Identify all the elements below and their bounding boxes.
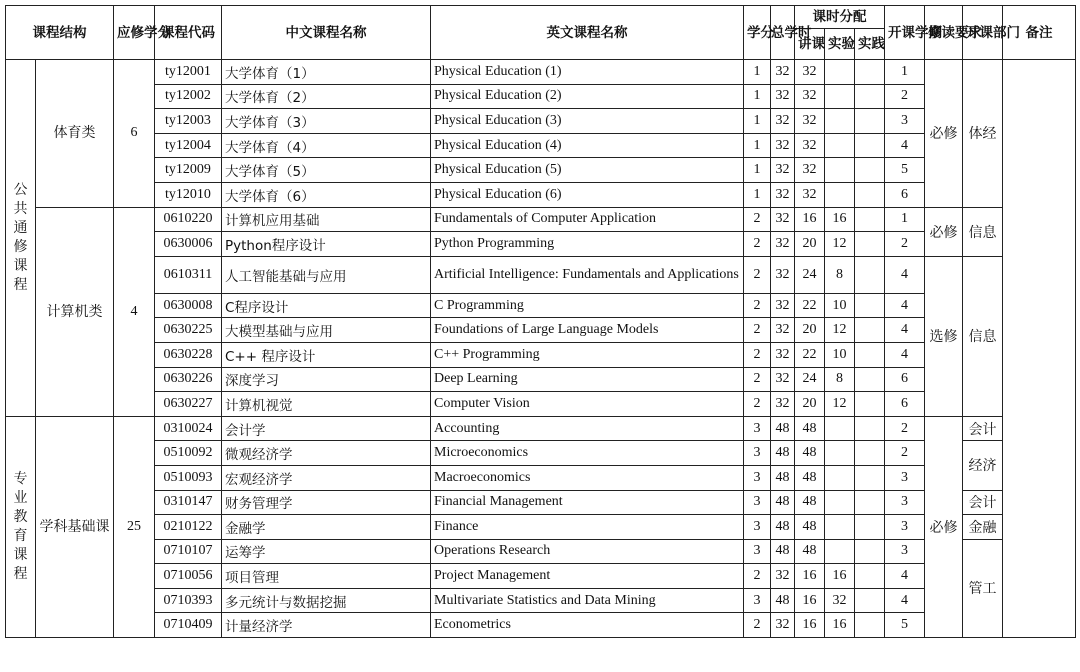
course-experiment <box>825 60 855 85</box>
course-en-name: Finance <box>431 515 744 540</box>
course-cn-name: 微观经济学 <box>222 441 431 466</box>
table-row <box>6 367 1076 392</box>
table-row <box>6 416 1076 441</box>
course-semester: 6 <box>885 367 925 392</box>
course-cn-name: Python程序设计 <box>222 232 431 257</box>
course-cn-name: C++ 程序设计 <box>222 342 431 367</box>
course-code: ty12001 <box>155 60 222 85</box>
course-experiment: 32 <box>825 588 855 613</box>
course-en-name: Macroeconomics <box>431 465 744 490</box>
header-hours-group: 课时分配 <box>795 6 885 29</box>
course-code: 0710056 <box>155 564 222 589</box>
course-credit: 3 <box>744 588 771 613</box>
course-credit: 2 <box>744 256 771 293</box>
course-semester: 4 <box>885 342 925 367</box>
course-credit: 1 <box>744 158 771 183</box>
table-row <box>6 342 1076 367</box>
course-code: 0210122 <box>155 515 222 540</box>
course-total-hours: 48 <box>771 465 795 490</box>
course-total-hours: 32 <box>771 158 795 183</box>
course-semester: 2 <box>885 84 925 109</box>
table-row <box>6 441 1076 466</box>
department-accounting-2: 会计 <box>963 490 1003 515</box>
curriculum-table <box>5 5 1076 638</box>
course-en-name: Operations Research <box>431 539 744 564</box>
table-row <box>6 232 1076 257</box>
course-practice <box>855 318 885 343</box>
course-practice <box>855 441 885 466</box>
course-code: ty12004 <box>155 133 222 158</box>
department-economics: 经济 <box>963 441 1003 490</box>
course-total-hours: 32 <box>771 293 795 318</box>
course-lecture: 48 <box>795 490 825 515</box>
course-credit: 2 <box>744 342 771 367</box>
course-semester: 3 <box>885 515 925 540</box>
course-credit: 3 <box>744 465 771 490</box>
course-credit: 1 <box>744 84 771 109</box>
course-total-hours: 32 <box>771 133 795 158</box>
group-professional: 专 业 教 育 课 程 <box>6 416 36 637</box>
course-en-name: Financial Management <box>431 490 744 515</box>
course-code: 0610311 <box>155 256 222 293</box>
course-lecture: 24 <box>795 256 825 293</box>
course-practice <box>855 392 885 417</box>
course-credit: 3 <box>744 515 771 540</box>
course-credit: 2 <box>744 232 771 257</box>
course-code: 0710393 <box>155 588 222 613</box>
course-lecture: 32 <box>795 182 825 207</box>
course-practice <box>855 367 885 392</box>
course-semester: 3 <box>885 539 925 564</box>
course-experiment: 16 <box>825 207 855 232</box>
course-practice <box>855 84 885 109</box>
course-semester: 4 <box>885 564 925 589</box>
course-total-hours: 32 <box>771 84 795 109</box>
course-practice <box>855 60 885 85</box>
course-experiment <box>825 441 855 466</box>
course-code: 0630225 <box>155 318 222 343</box>
course-semester: 4 <box>885 133 925 158</box>
course-code: 0710409 <box>155 613 222 638</box>
course-practice <box>855 539 885 564</box>
course-practice <box>855 232 885 257</box>
course-credit: 3 <box>744 441 771 466</box>
category-cs: 计算机类 <box>36 207 114 416</box>
table-row <box>6 318 1076 343</box>
course-en-name: Foundations of Large Language Models <box>431 318 744 343</box>
course-credit: 1 <box>744 133 771 158</box>
curriculum-table-container <box>5 5 1076 638</box>
course-lecture: 32 <box>795 84 825 109</box>
course-en-name: Computer Vision <box>431 392 744 417</box>
course-practice <box>855 588 885 613</box>
header-total-hours: 总学时 <box>771 6 795 60</box>
course-practice <box>855 109 885 134</box>
department-cs-required: 信息 <box>963 207 1003 256</box>
table-row <box>6 392 1076 417</box>
course-lecture: 16 <box>795 207 825 232</box>
course-lecture: 48 <box>795 441 825 466</box>
table-row <box>6 465 1076 490</box>
course-semester: 4 <box>885 588 925 613</box>
course-lecture: 20 <box>795 232 825 257</box>
course-semester: 2 <box>885 441 925 466</box>
course-cn-name: 项目管理 <box>222 564 431 589</box>
course-cn-name: 大学体育（1） <box>222 60 431 85</box>
course-en-name: Python Programming <box>431 232 744 257</box>
header-semester: 开课学期 <box>885 6 925 60</box>
course-cn-name: 大学体育（6） <box>222 182 431 207</box>
course-credit: 3 <box>744 416 771 441</box>
course-total-hours: 48 <box>771 539 795 564</box>
header-cn-name: 中文课程名称 <box>222 6 431 60</box>
course-practice <box>855 416 885 441</box>
course-total-hours: 32 <box>771 318 795 343</box>
course-en-name: Microeconomics <box>431 441 744 466</box>
course-lecture: 22 <box>795 342 825 367</box>
course-cn-name: 计量经济学 <box>222 613 431 638</box>
course-total-hours: 32 <box>771 109 795 134</box>
course-experiment: 10 <box>825 342 855 367</box>
course-semester: 3 <box>885 465 925 490</box>
department-pe: 体经 <box>963 60 1003 208</box>
header-department: 开课部门 <box>963 6 1003 60</box>
table-header <box>6 6 1076 60</box>
course-code: 0610220 <box>155 207 222 232</box>
course-code: 0630227 <box>155 392 222 417</box>
course-total-hours: 32 <box>771 367 795 392</box>
course-experiment: 16 <box>825 564 855 589</box>
course-experiment <box>825 182 855 207</box>
course-practice <box>855 182 885 207</box>
course-practice <box>855 256 885 293</box>
course-credit: 3 <box>744 539 771 564</box>
table-row <box>6 539 1076 564</box>
table-row <box>6 490 1076 515</box>
course-en-name: Project Management <box>431 564 744 589</box>
course-practice <box>855 293 885 318</box>
course-code: 0630006 <box>155 232 222 257</box>
course-cn-name: 宏观经济学 <box>222 465 431 490</box>
course-lecture: 32 <box>795 158 825 183</box>
course-en-name: Fundamentals of Computer Application <box>431 207 744 232</box>
course-semester: 1 <box>885 60 925 85</box>
course-lecture: 24 <box>795 367 825 392</box>
course-practice <box>855 342 885 367</box>
header-credit: 学分 <box>744 6 771 60</box>
course-semester: 2 <box>885 232 925 257</box>
table-row <box>6 588 1076 613</box>
header-practice: 实践 <box>855 29 885 60</box>
course-cn-name: 大学体育（2） <box>222 84 431 109</box>
course-semester: 6 <box>885 182 925 207</box>
course-credit: 2 <box>744 564 771 589</box>
table-row <box>6 133 1076 158</box>
course-total-hours: 32 <box>771 392 795 417</box>
course-credit: 3 <box>744 490 771 515</box>
course-lecture: 16 <box>795 564 825 589</box>
course-total-hours: 48 <box>771 416 795 441</box>
course-total-hours: 32 <box>771 60 795 85</box>
course-practice <box>855 207 885 232</box>
course-en-name: C++ Programming <box>431 342 744 367</box>
course-lecture: 16 <box>795 588 825 613</box>
course-lecture: 48 <box>795 539 825 564</box>
course-experiment <box>825 539 855 564</box>
course-credit: 1 <box>744 182 771 207</box>
course-lecture: 48 <box>795 416 825 441</box>
course-total-hours: 32 <box>771 207 795 232</box>
course-code: 0630226 <box>155 367 222 392</box>
course-credit: 2 <box>744 207 771 232</box>
course-experiment: 12 <box>825 232 855 257</box>
course-lecture: 20 <box>795 392 825 417</box>
course-total-hours: 32 <box>771 232 795 257</box>
course-semester: 1 <box>885 207 925 232</box>
course-total-hours: 32 <box>771 564 795 589</box>
remarks-cell <box>1003 60 1076 638</box>
course-experiment <box>825 133 855 158</box>
requirement-cs-elective: 选修 <box>925 256 963 416</box>
course-experiment <box>825 490 855 515</box>
course-en-name: Accounting <box>431 416 744 441</box>
course-lecture: 32 <box>795 133 825 158</box>
department-cs-elective: 信息 <box>963 256 1003 416</box>
course-cn-name: 大学体育（3） <box>222 109 431 134</box>
course-credit: 2 <box>744 293 771 318</box>
header-code: 课程代码 <box>155 6 222 60</box>
course-cn-name: 大学体育（5） <box>222 158 431 183</box>
course-code: ty12009 <box>155 158 222 183</box>
course-cn-name: 多元统计与数据挖掘 <box>222 588 431 613</box>
course-en-name: Physical Education (5) <box>431 158 744 183</box>
course-code: ty12002 <box>155 84 222 109</box>
course-en-name: Physical Education (1) <box>431 60 744 85</box>
header-lecture: 讲课 <box>795 29 825 60</box>
requirement-foundation: 必修 <box>925 416 963 637</box>
header-credits-required: 应修学分 <box>114 6 155 60</box>
course-en-name: Physical Education (6) <box>431 182 744 207</box>
course-cn-name: 财务管理学 <box>222 490 431 515</box>
course-lecture: 20 <box>795 318 825 343</box>
category-foundation: 学科基础课 <box>36 416 114 637</box>
course-code: 0710107 <box>155 539 222 564</box>
department-accounting-1: 会计 <box>963 416 1003 441</box>
course-en-name: Physical Education (2) <box>431 84 744 109</box>
course-credit: 1 <box>744 60 771 85</box>
course-experiment: 12 <box>825 318 855 343</box>
course-credit: 2 <box>744 613 771 638</box>
header-experiment: 实验 <box>825 29 855 60</box>
course-lecture: 48 <box>795 465 825 490</box>
course-semester: 2 <box>885 416 925 441</box>
course-experiment <box>825 84 855 109</box>
course-en-name: Econometrics <box>431 613 744 638</box>
course-code: 0630228 <box>155 342 222 367</box>
category-foundation-credits: 25 <box>114 416 155 637</box>
course-cn-name: 计算机应用基础 <box>222 207 431 232</box>
course-experiment <box>825 158 855 183</box>
course-total-hours: 32 <box>771 342 795 367</box>
course-semester: 4 <box>885 293 925 318</box>
department-management: 管工 <box>963 539 1003 637</box>
course-total-hours: 32 <box>771 613 795 638</box>
course-cn-name: 计算机视觉 <box>222 392 431 417</box>
course-practice <box>855 158 885 183</box>
header-remarks: 备注 <box>1003 6 1076 60</box>
course-cn-name: 会计学 <box>222 416 431 441</box>
course-semester: 4 <box>885 318 925 343</box>
requirement-cs-required: 必修 <box>925 207 963 256</box>
course-total-hours: 48 <box>771 515 795 540</box>
table-row <box>6 613 1076 638</box>
course-en-name: Physical Education (4) <box>431 133 744 158</box>
course-lecture: 32 <box>795 109 825 134</box>
course-experiment <box>825 109 855 134</box>
course-semester: 3 <box>885 109 925 134</box>
course-credit: 2 <box>744 392 771 417</box>
course-experiment <box>825 416 855 441</box>
course-en-name: Physical Education (3) <box>431 109 744 134</box>
course-experiment: 12 <box>825 392 855 417</box>
course-credit: 1 <box>744 109 771 134</box>
course-total-hours: 32 <box>771 182 795 207</box>
course-code: 0310024 <box>155 416 222 441</box>
category-pe-credits: 6 <box>114 60 155 208</box>
course-lecture: 32 <box>795 60 825 85</box>
table-row <box>6 515 1076 540</box>
course-practice <box>855 490 885 515</box>
course-cn-name: 金融学 <box>222 515 431 540</box>
course-practice <box>855 515 885 540</box>
course-semester: 3 <box>885 490 925 515</box>
course-code: 0510093 <box>155 465 222 490</box>
course-experiment: 10 <box>825 293 855 318</box>
group-general: 公 共 通 修 课 程 <box>6 60 36 417</box>
course-total-hours: 32 <box>771 256 795 293</box>
table-row <box>6 158 1076 183</box>
course-experiment: 8 <box>825 256 855 293</box>
course-semester: 6 <box>885 392 925 417</box>
course-practice <box>855 613 885 638</box>
course-practice <box>855 564 885 589</box>
course-en-name: Deep Learning <box>431 367 744 392</box>
table-body <box>6 60 1076 638</box>
table-row <box>6 207 1076 232</box>
header-structure: 课程结构 <box>6 6 114 60</box>
course-experiment <box>825 465 855 490</box>
department-finance: 金融 <box>963 515 1003 540</box>
table-row <box>6 256 1076 293</box>
course-cn-name: 深度学习 <box>222 367 431 392</box>
course-cn-name: 人工智能基础与应用 <box>222 256 431 293</box>
course-credit: 2 <box>744 318 771 343</box>
table-row <box>6 109 1076 134</box>
course-experiment: 16 <box>825 613 855 638</box>
requirement-pe: 必修 <box>925 60 963 208</box>
course-total-hours: 48 <box>771 441 795 466</box>
course-practice <box>855 465 885 490</box>
course-code: ty12010 <box>155 182 222 207</box>
course-semester: 5 <box>885 613 925 638</box>
course-semester: 5 <box>885 158 925 183</box>
course-en-name: Artificial Intelligence: Fundamentals and Applications <box>431 256 744 293</box>
course-en-name: C Programming <box>431 293 744 318</box>
course-code: ty12003 <box>155 109 222 134</box>
course-lecture: 48 <box>795 515 825 540</box>
course-en-name: Multivariate Statistics and Data Mining <box>431 588 744 613</box>
table-row <box>6 293 1076 318</box>
course-code: 0510092 <box>155 441 222 466</box>
header-en-name: 英文课程名称 <box>431 6 744 60</box>
table-row <box>6 564 1076 589</box>
header-requirement: 修读要求 <box>925 6 963 60</box>
course-total-hours: 48 <box>771 588 795 613</box>
table-row <box>6 84 1076 109</box>
table-row <box>6 182 1076 207</box>
course-practice <box>855 133 885 158</box>
course-lecture: 16 <box>795 613 825 638</box>
course-cn-name: C程序设计 <box>222 293 431 318</box>
course-lecture: 22 <box>795 293 825 318</box>
course-experiment <box>825 515 855 540</box>
course-code: 0310147 <box>155 490 222 515</box>
course-cn-name: 大模型基础与应用 <box>222 318 431 343</box>
course-cn-name: 大学体育（4） <box>222 133 431 158</box>
course-credit: 2 <box>744 367 771 392</box>
category-cs-credits: 4 <box>114 207 155 416</box>
course-semester: 4 <box>885 256 925 293</box>
course-total-hours: 48 <box>771 490 795 515</box>
course-cn-name: 运筹学 <box>222 539 431 564</box>
course-code: 0630008 <box>155 293 222 318</box>
category-pe: 体育类 <box>36 60 114 208</box>
table-row <box>6 60 1076 85</box>
course-experiment: 8 <box>825 367 855 392</box>
